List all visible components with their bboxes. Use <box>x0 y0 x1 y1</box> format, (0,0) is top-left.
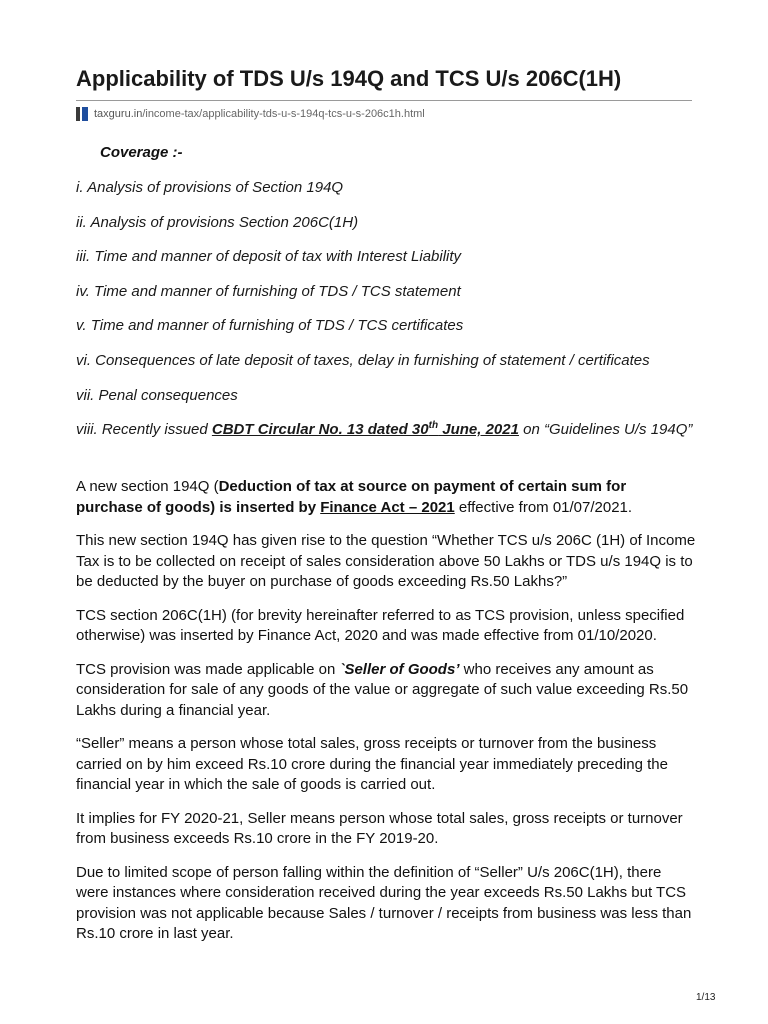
coverage-item: iii. Time and manner of deposit of tax with Interest Liability <box>76 248 462 266</box>
coverage-item: iv. Time and manner of furnishing of TDS / TCS statement <box>76 282 461 300</box>
paragraph-limited-scope: Due to limited scope of person falling within the definition of “Seller” U/s 206C(1H), there were instances where consideration received during the year exceeds Rs.50 Lakhs but TCS provision was not applicable because Sales / turnover / receipts from business was less than Rs.10 crore in last year. <box>76 863 692 942</box>
source-path[interactable]: /income-tax/applicability-tds-u-s-194q-tcs-u-s-206c1h.html <box>142 108 425 120</box>
coverage-item: i. Analysis of provisions of Section 194Q <box>76 179 344 196</box>
paragraph-fy-implication: It implies for FY 2020-21, Seller means person whose total sales, gross receipts or turnover from business exceeds Rs.10 crore in the FY 2019-20. <box>76 809 683 847</box>
coverage-item: vii. Penal consequences <box>76 386 238 404</box>
circular-link-text: CBDT Circular No. 13 dated 30 <box>211 421 429 439</box>
coverage-item: vi. Consequences of late deposit of taxes, delay in furnishing of statement / certificates <box>76 351 650 369</box>
circular-link-date: June, 2021 <box>438 421 519 439</box>
source-url[interactable] <box>76 106 425 122</box>
article-body <box>76 477 696 958</box>
taxguru-favicon-icon <box>76 106 90 122</box>
paragraph-seller-definition: “Seller” means a person whose total sales, gross receipts or turnover from the business carried on by him exceed Rs.10 crore during the financial year immediately preceding the financial year in which the sale of goods is carried out. <box>76 735 668 793</box>
cbdt-circular-link[interactable] <box>212 421 519 438</box>
para4-text-end: who receives any amount as consideration for sale of any goods of the value or aggregate of such value exceeding Rs.50 Lakhs during a financial year. <box>76 660 689 719</box>
page-title: Applicability of TDS U/s 194Q and TCS U/s 206C(1H) <box>76 66 622 91</box>
paragraph-tcs-applicable <box>76 660 696 722</box>
para1-bold: Deduction of tax at source on payment of certain sum for purchase of goods) is inserted by <box>76 478 627 516</box>
coverage-prefix: viii. Recently issued <box>76 421 212 439</box>
para4-text: TCS provision was made applicable on <box>76 660 340 678</box>
para1-text-end: effective from 01/07/2021. <box>454 498 633 516</box>
coverage-item-circular <box>76 420 696 440</box>
paragraph-question: This new section 194Q has given rise to the question “Whether TCS u/s 206C (1H) of Income Tax is to be collected on receipt of sales consideration above 50 Lakhs or TDS u/s 194Q is to be deducted by the buyer on purchase of goods exceeding Rs.50 Lakhs?” <box>76 532 696 590</box>
finance-act-link[interactable]: Finance Act – 2021 <box>320 498 455 516</box>
coverage-item: v. Time and manner of furnishing of TDS / TCS certificates <box>76 317 464 335</box>
coverage-list <box>76 178 696 440</box>
para1-text: A new section 194Q ( <box>76 478 219 495</box>
paragraph-section-194q <box>76 477 696 518</box>
coverage-heading: Coverage :- <box>100 144 183 161</box>
superscript-th: th <box>428 420 439 432</box>
coverage-item: ii. Analysis of provisions Section 206C(1H) <box>76 213 359 231</box>
paragraph-tcs-section: TCS section 206C(1H) (for brevity hereinafter referred to as TCS provision, unless specified otherwise) was inserted by Finance Act, 2020 and was made effective from 01/10/2020. <box>76 606 685 644</box>
title-divider <box>76 100 692 101</box>
page-number: 1/13 <box>696 992 716 1003</box>
seller-of-goods: `Seller of Goods’ <box>339 660 460 678</box>
source-domain[interactable]: taxguru.in <box>94 108 143 120</box>
coverage-suffix: on “Guidelines U/s 194Q” <box>518 421 693 439</box>
